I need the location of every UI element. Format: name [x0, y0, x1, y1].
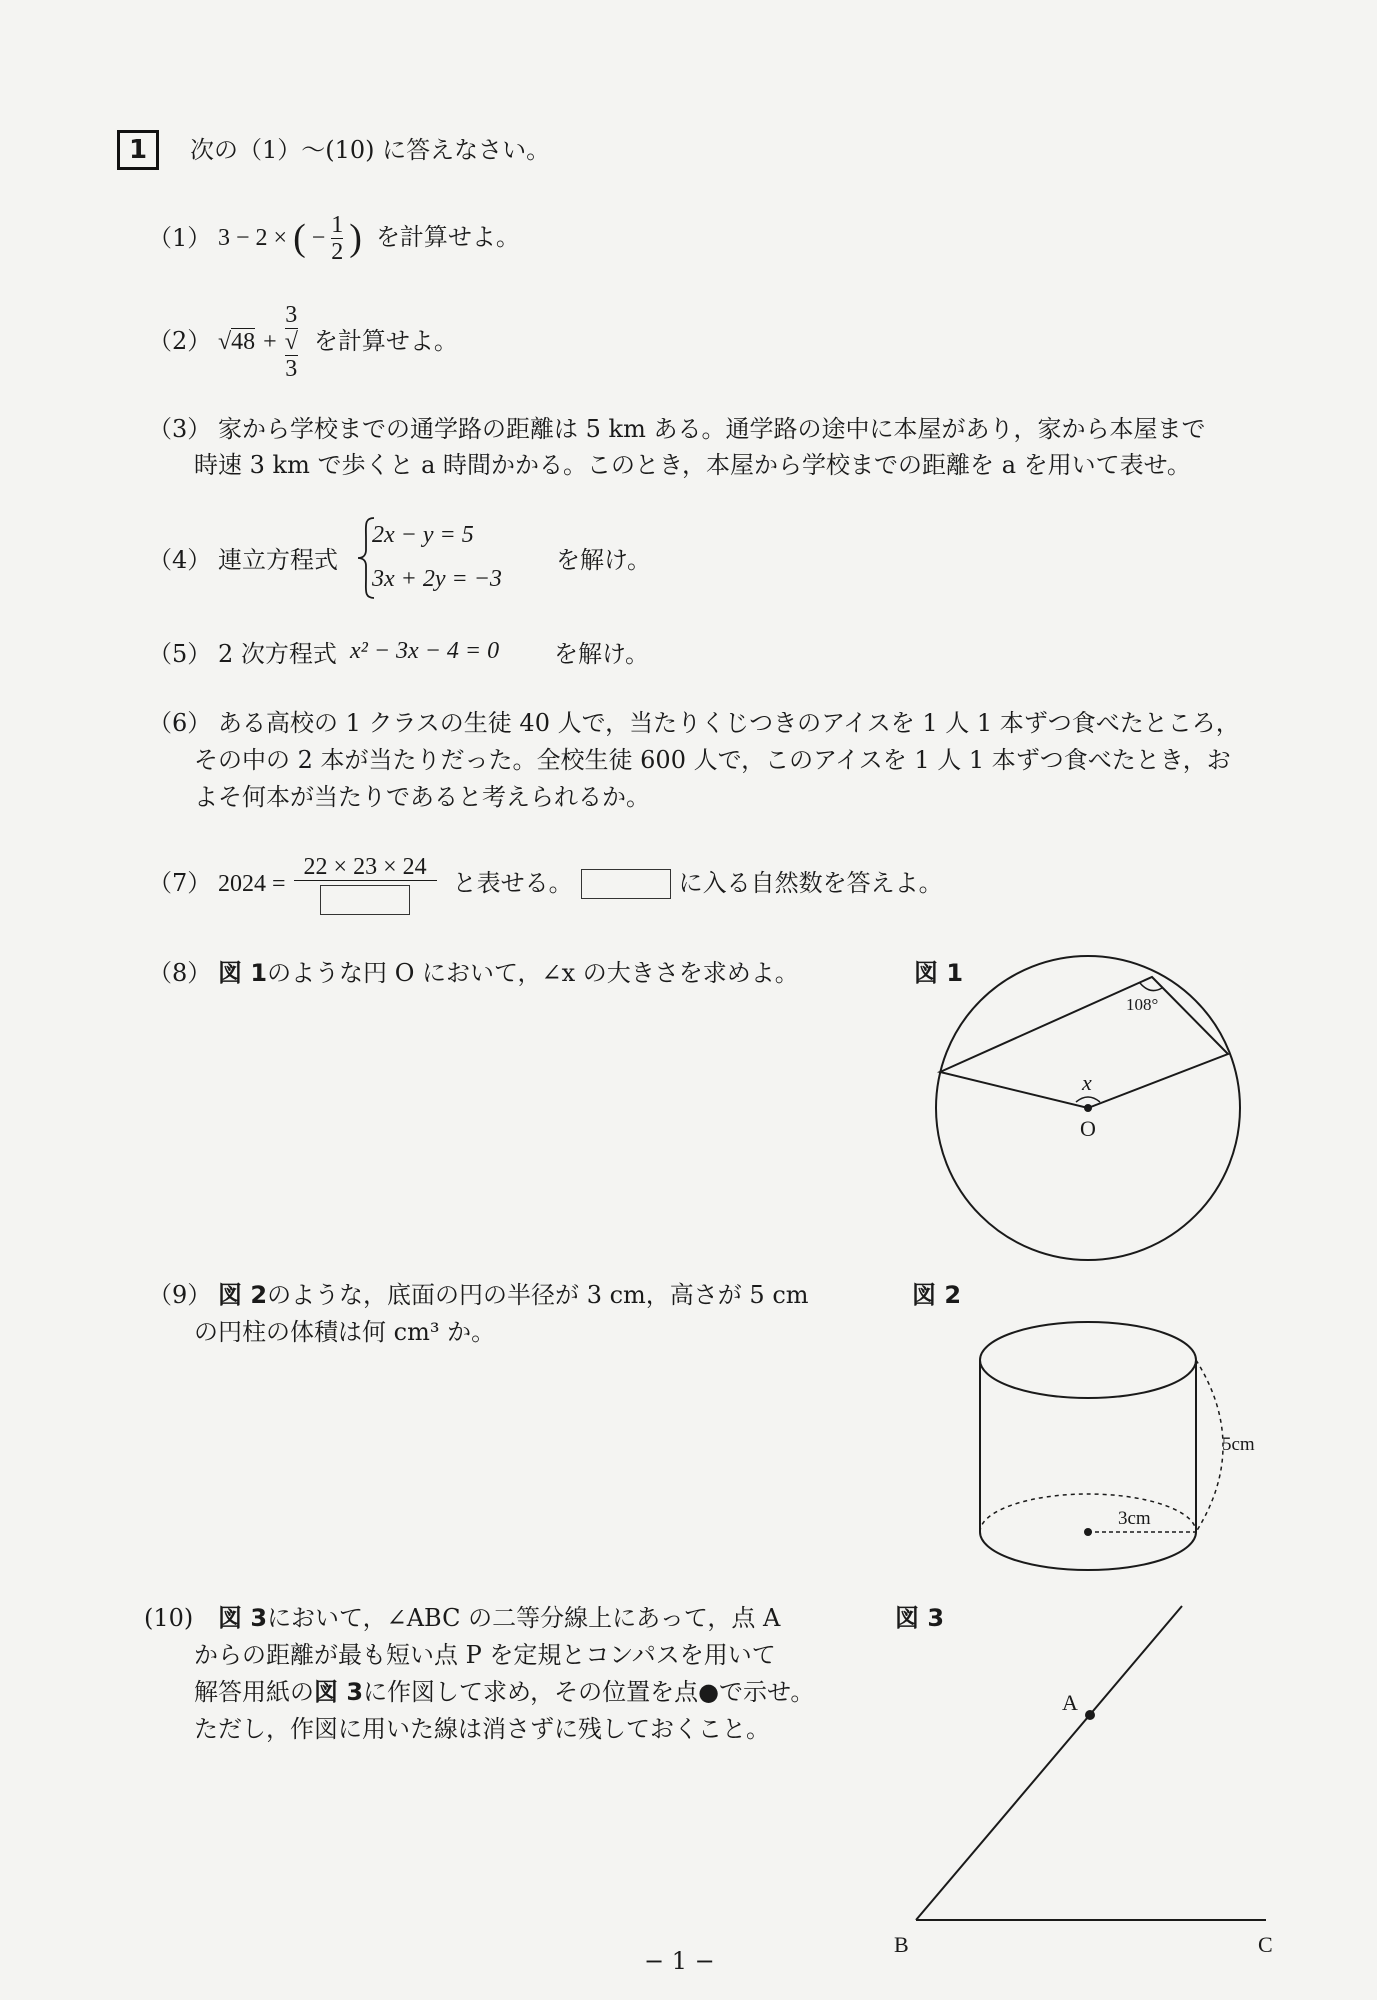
fig2-bottom-front — [980, 1532, 1196, 1570]
fig3-title: 図 3 — [895, 1604, 945, 1632]
q7-expression — [218, 852, 943, 916]
q10-line3b: 図 3 — [314, 1678, 364, 1706]
q8-body: のような円 O において，∠x の大きさを求めよ。 — [267, 959, 799, 987]
q1-fraction — [331, 212, 343, 265]
q10-body: において，∠ABC の二等分線上にあって，点 A — [267, 1604, 781, 1632]
fig1-angle-label: 108° — [1126, 995, 1159, 1014]
q8-label: （8） — [148, 959, 212, 987]
q7-label: （7） — [148, 869, 212, 897]
fig1-center-dot — [1084, 1104, 1092, 1112]
fig2-radius-label: 3cm — [1118, 1508, 1151, 1529]
q7-mid: と表せる。 — [452, 871, 573, 897]
q10-line1 — [218, 1602, 780, 1634]
q2-sqrt: √48 — [218, 328, 256, 355]
q4-eq1: 2x − y = 5 — [372, 522, 474, 548]
fig1-x-label: x — [1082, 1070, 1092, 1095]
q9-line1 — [218, 1279, 809, 1311]
q2-plus: + — [263, 328, 277, 355]
fig2-center-dot — [1084, 1528, 1092, 1536]
q10-fig-ref: 図 3 — [218, 1604, 268, 1632]
fig2-height-arc — [1196, 1360, 1223, 1532]
q7-tail: に入る自然数を答えよ。 — [678, 871, 943, 897]
q8-fig-ref: 図 1 — [218, 959, 268, 987]
q4-lead: 連立方程式 — [218, 546, 338, 574]
q6-label: （6） — [148, 709, 212, 737]
fig3-label-c: C — [1258, 1932, 1273, 1957]
q2-tail: を計算せよ。 — [313, 329, 458, 355]
q7-lhs: 2024 = — [218, 870, 286, 897]
q4-tail: を解け。 — [556, 546, 652, 574]
q7-frac-num: 22 × 23 × 24 — [303, 853, 427, 880]
q6-line1: ある高校の 1 クラスの生徒 40 人で，当たりくじつきのアイスを 1 人 1 本ずつ食べたところ， — [218, 709, 1240, 737]
q10-label: (10) — [144, 1604, 194, 1632]
q7-den-blank — [320, 885, 410, 915]
fig2-height-label: 5cm — [1222, 1434, 1255, 1455]
fig2-title: 図 2 — [912, 1281, 962, 1309]
fig3-ray-ba — [916, 1606, 1182, 1920]
fig3-label-a: A — [1062, 1690, 1078, 1715]
q2-fraction — [285, 302, 298, 382]
q4-label: （4） — [148, 546, 212, 574]
fig1-center-label: O — [1080, 1116, 1096, 1141]
q5-lead: 2 次方程式 — [218, 640, 337, 668]
q7-blank — [581, 869, 671, 899]
fig1-diagram — [930, 950, 1250, 1270]
fig1-title: 図 1 — [914, 959, 964, 987]
q2-expression — [218, 302, 458, 382]
q7-frac-den — [294, 880, 437, 915]
q10-line3 — [194, 1676, 814, 1708]
q5-label: （5） — [148, 640, 212, 668]
q1-rparen: ) — [349, 217, 362, 259]
fig2-top-ellipse — [980, 1322, 1196, 1398]
q3-label: （3） — [148, 415, 212, 443]
q8-text — [218, 957, 799, 989]
q2-frac-den: √ 3 — [284, 329, 298, 382]
fig3-point-a — [1085, 1710, 1095, 1720]
q9-body: のような，底面の円の半径が 3 cm，高さが 5 cm — [267, 1281, 809, 1309]
q10-line3c: に作図して求め，その位置を点●で示せ。 — [363, 1678, 815, 1706]
q1-tail: を計算せよ。 — [375, 225, 520, 251]
fig2-diagram — [960, 1300, 1280, 1590]
q1-label: （1） — [148, 224, 212, 252]
fig3-diagram — [880, 1590, 1290, 1980]
q1-expr-a: 3 − 2 × — [218, 224, 288, 251]
q3-line2: 時速 3 km で歩くと a 時間かかる。このとき，本屋から学校までの距離を a を用いて表せ。 — [194, 451, 1191, 479]
section-intro: 次の（1）〜(10) に答えなさい。 — [190, 136, 551, 164]
page-number: − 1 − — [644, 1947, 715, 1975]
q5-tail: を解け。 — [554, 640, 650, 668]
q2-label: （2） — [148, 327, 212, 355]
q10-line2: からの距離が最も短い点 P を定規とコンパスを用いて — [194, 1641, 776, 1669]
fig3-label-b: B — [894, 1932, 909, 1957]
fig2-bottom-back — [980, 1494, 1196, 1532]
question-number-box: 1 — [117, 130, 159, 170]
q1-minus: − — [311, 224, 326, 251]
q10-line4: ただし，作図に用いた線は消さずに残しておくこと。 — [194, 1715, 770, 1743]
q5-equation: x² − 3x − 4 = 0 — [350, 638, 500, 664]
fig1-center-arc — [1076, 1097, 1100, 1102]
q2-sqrt-arg: 48 — [231, 328, 256, 355]
q2-frac-den-arg: 3 — [285, 356, 298, 382]
q1-frac-den: 2 — [331, 238, 344, 265]
q6-line2: その中の 2 本が当たりだった。全校生徒 600 人で，このアイスを 1 人 1 本ずつ食べたとき，お — [194, 746, 1231, 774]
q7-fraction — [294, 854, 437, 915]
q4-eq2: 3x + 2y = −3 — [372, 566, 502, 592]
q6-line3: よそ何本が当たりであると考えられるか。 — [194, 783, 650, 811]
q9-fig-ref: 図 2 — [218, 1281, 268, 1309]
q1-frac-num: 1 — [331, 211, 344, 238]
q1-lparen: ( — [293, 217, 306, 259]
q9-line2: の円柱の体積は何 cm³ か。 — [194, 1318, 496, 1346]
q10-line3a: 解答用紙の — [194, 1678, 314, 1706]
q9-label: （9） — [148, 1281, 212, 1309]
q3-line1: 家から学校までの通学路の距離は 5 km ある。通学路の途中に本屋があり，家から本屋まで — [218, 415, 1206, 443]
q1-expression — [218, 212, 520, 264]
q2-frac-num: 3 — [285, 302, 298, 328]
